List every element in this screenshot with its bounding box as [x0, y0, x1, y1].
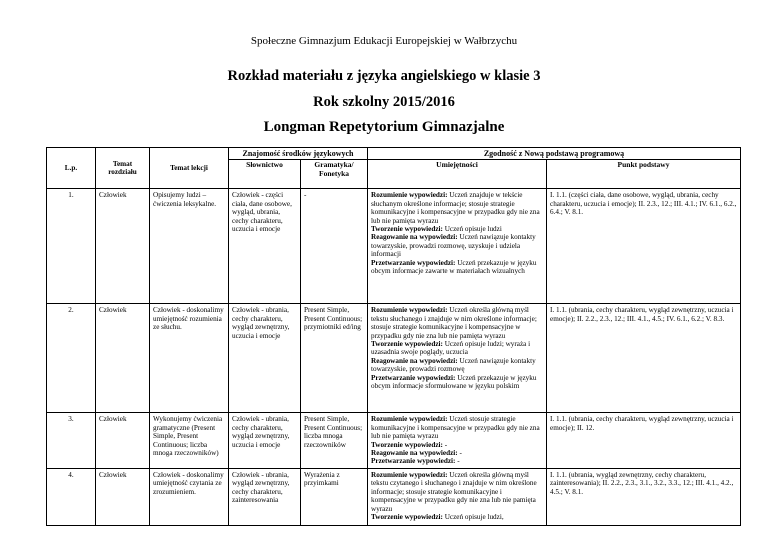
- skill-text: Uczeń nawiązuje kontakty towarzyskie, prowadzi rozmowę: [371, 356, 536, 374]
- skill-label: Przetwarzanie wypowiedzi:: [371, 373, 456, 382]
- header-lp: L.p.: [47, 148, 96, 189]
- row-skills: [368, 413, 547, 469]
- document-title: Rozkład materiału z języka angielskiego w klasie 3: [227, 68, 541, 84]
- skill-label: Tworzenie wypowiedzi:: [371, 340, 443, 349]
- textbook-title: Longman Repetytorium Gimnazjalne: [263, 119, 505, 135]
- table-row: [47, 468, 741, 525]
- skill-entry: [371, 457, 543, 465]
- skill-label: Reagowanie na wypowiedzi:: [371, 449, 458, 458]
- header-lesson: Temat lekcji: [150, 148, 229, 189]
- row-number: 1.: [47, 189, 96, 304]
- row-number: 4.: [47, 468, 96, 525]
- row-skills: [368, 468, 547, 525]
- row-topic: Człowiek: [96, 468, 150, 525]
- row-topic: Człowiek: [96, 413, 150, 469]
- skill-entry: [371, 340, 543, 357]
- skill-entry: [371, 415, 543, 440]
- skill-label: Reagowanie na wypowiedzi:: [371, 233, 458, 242]
- row-lesson: Człowiek - doskonalimy umiejętność czytania ze zrozumieniem.: [150, 468, 229, 525]
- table-body: [47, 189, 741, 526]
- skill-text: Uczeń opisuje ludzi: [442, 225, 502, 234]
- row-grammar: Present Simple, Present Continuous; liczba mnoga rzeczowników: [301, 413, 368, 469]
- row-lesson: Wykonujemy ćwiczenia gramatyczne (Present Simple, Present Continuous; liczba mnoga rzeczowników): [150, 413, 229, 469]
- skill-label: Rozumienie wypowiedzi:: [371, 470, 448, 479]
- skill-text: Uczeń opisuje ludzi; wyraża i uzasadnia swoje poglądy, uczucia: [371, 340, 531, 357]
- skill-text: -: [457, 449, 462, 458]
- skill-label: Reagowanie na wypowiedzi:: [371, 356, 458, 365]
- school-year: Rok szkolny 2015/2016: [313, 94, 455, 110]
- row-lesson: Człowiek - doskonalimy umiejętność rozumienia ze słuchu.: [150, 304, 229, 413]
- row-grammar: Present Simple, Present Continuous; przymiotniki ed/ing: [301, 304, 368, 413]
- skill-text: Uczeń przekazuje w języku obcym informacje zawarte w materiałach wizualnych: [371, 258, 537, 276]
- skill-entry: [371, 233, 543, 258]
- skill-label: Przetwarzanie wypowiedzi:: [371, 258, 456, 267]
- row-vocabulary: Człowiek - części ciała, dane osobowe, wygląd, ubrania, cechy charakteru, uczucia i emocje: [229, 189, 301, 304]
- skill-text: Uczeń stosuje strategie komunikacyjne i kompensacyjne w przypadku gdy nie zna lub nie pamięta wyrazu: [371, 415, 540, 441]
- skill-label: Przetwarzanie wypowiedzi:: [371, 457, 456, 466]
- row-topic: Człowiek: [96, 189, 150, 304]
- header-language-means: Znajomość środków językowych: [229, 148, 368, 160]
- row-points: I. 1.1. (części ciała, dane osobowe, wygląd, ubrania, cechy charakteru, uczucia i emocje); II. 2.3., 12.; III. 4.1.; IV. 6.1., 6.2., 6.4.; V. 8.1.: [547, 189, 741, 304]
- header-skills: Umiejętności: [368, 160, 547, 189]
- skill-text: Uczeń opisuje ludzi,: [442, 513, 504, 521]
- skill-text: -: [455, 457, 460, 466]
- skill-entry: [371, 225, 543, 233]
- skill-label: Tworzenie wypowiedzi:: [371, 513, 443, 521]
- skill-label: Tworzenie wypowiedzi:: [371, 225, 443, 234]
- skill-entry: [371, 374, 543, 391]
- header-vocabulary: Słownictwo: [229, 160, 301, 189]
- skill-entry: [371, 449, 543, 457]
- row-points: I. 1.1. (ubrania, cechy charakteru, wygląd zewnętrzny, uczucia i emocje); II. 2.2., 2.3., 12.; III. 4.1., 4.5.; IV. 6.1., 6.2.; V. 8.3.: [547, 304, 741, 413]
- skill-entry: [371, 471, 543, 513]
- row-grammar: Wyrażenia z przyimkami: [301, 468, 368, 525]
- table-row: [47, 304, 741, 413]
- skill-entry: [371, 191, 543, 225]
- skill-text: -: [442, 440, 448, 449]
- header-core-curriculum: Zgodność z Nową podstawą programową: [368, 148, 741, 160]
- table-row: [47, 189, 741, 304]
- row-vocabulary: Człowiek - ubrania, cechy charakteru, wygląd zewnętrzny, uczucia i emocje: [229, 413, 301, 469]
- skill-text: Uczeń określa główną myśl tekstu słuchanego i znajduje w nim określone informacje; stosuje strategie komunikacyjne i kompensacyjne w przypadku gdy nie zna lub nie pamięta wyrazu: [371, 306, 537, 340]
- row-points: I. 1.1. (ubrania, wygląd zewnętrzny, cechy charakteru, zainteresowania); II. 2.2., 2.3., 3.1., 3.2., 3.3., 12.; III. 4.1., 4.2., 4.5.; V. 8.1.: [547, 468, 741, 525]
- row-number: 3.: [47, 413, 96, 469]
- row-skills: [368, 189, 547, 304]
- row-number: 2.: [47, 304, 96, 413]
- header-topic: Temat rozdziału: [96, 148, 150, 189]
- header-points: Punkt podstawy: [547, 160, 741, 189]
- skill-text: Uczeń znajduje w tekście słuchanym określone informacje; stosuje strategie komunikacyjne i kompensacyjne w przypadku gdy nie zna lub nie pamięta wyrazu: [371, 191, 540, 225]
- skill-entry: [371, 259, 543, 276]
- skill-label: Rozumienie wypowiedzi:: [371, 191, 448, 200]
- skill-label: Rozumienie wypowiedzi:: [371, 306, 448, 315]
- row-topic: Człowiek: [96, 304, 150, 413]
- skill-entry: [371, 357, 543, 374]
- skill-label: Tworzenie wypowiedzi:: [371, 440, 443, 449]
- skill-entry: [371, 513, 543, 521]
- skill-text: Uczeń określa główną myśl tekstu czytanego i słuchanego i znajduje w nim określone informacje; stosuje strategie komunikacyjne i kompensacyjne w przypadku gdy nie zna lub nie pamięta wyrazu: [371, 470, 537, 513]
- skill-entry: [371, 441, 543, 449]
- syllabus-table: [46, 147, 741, 526]
- row-vocabulary: Człowiek - ubrania, wygląd zewnętrzny, cechy charakteru, zainteresowania: [229, 468, 301, 525]
- row-skills: [368, 304, 547, 413]
- school-name: Społeczne Gimnazjum Edukacji Europejskiej w Wałbrzychu: [250, 35, 518, 47]
- skill-label: Rozumienie wypowiedzi:: [371, 415, 448, 424]
- row-grammar: -: [301, 189, 368, 304]
- header-grammar: Gramatyka/ Fonetyka: [301, 160, 368, 189]
- row-vocabulary: Człowiek - ubrania, cechy charakteru, wygląd zewnętrzny, uczucia i emocje: [229, 304, 301, 413]
- row-points: I. 1.1. (ubrania, cechy charakteru, wygląd zewnętrzny, uczucia i emocje); II. 12.: [547, 413, 741, 469]
- skill-text: Uczeń nawiązuje kontakty towarzyskie, prowadzi rozmowę, uzyskuje i udziela informacji: [371, 233, 536, 259]
- table-row: [47, 413, 741, 469]
- skill-entry: [371, 306, 543, 340]
- skill-text: Uczeń przekazuje w języku obcym informacje sformułowane w języku polskim: [371, 373, 537, 391]
- row-lesson: Opisujemy ludzi – ćwiczenia leksykalne.: [150, 189, 229, 304]
